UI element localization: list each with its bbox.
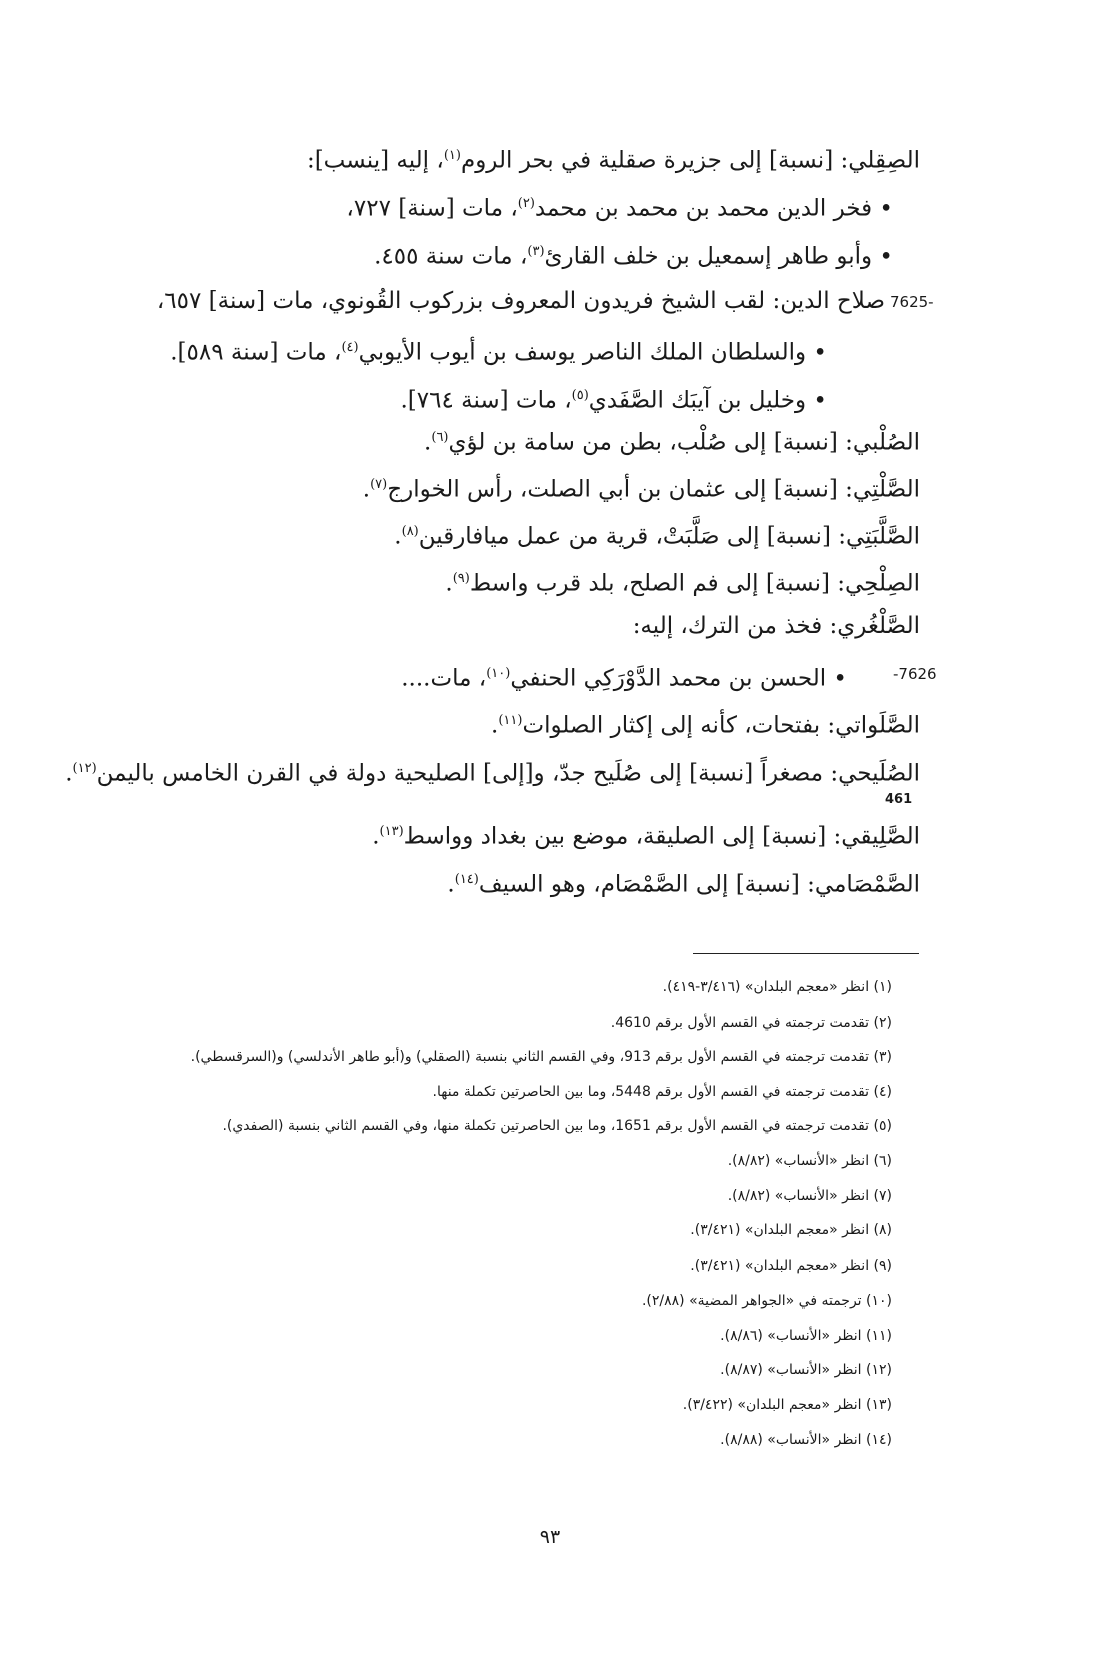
entry-text: الصَّلْتِي: [نسبة] إلى عثمان بن أبي الصلت، رأس الخوارج <box>387 476 920 503</box>
footnote-14: (١٤) انظر «الأنساب» (٨/٨٨). <box>720 1432 892 1448</box>
entry-text: الصِلْحِي: [نسبة] إلى فم الصلح، بلد قرب واسط <box>469 570 920 597</box>
footnote-ref: (٩) <box>452 571 470 586</box>
entry-tail: . <box>447 871 455 898</box>
footnote-ref: (١٣) <box>379 824 404 839</box>
entry-bullet-khalil <box>400 376 827 421</box>
entry-text: وخليل بن آيبَك الصَّفَدي <box>588 387 807 414</box>
footnote-separator <box>693 953 919 954</box>
footnote-ref: (٨) <box>401 524 419 539</box>
entry-sulayhi <box>65 749 920 794</box>
entry-salghuri <box>633 606 920 646</box>
entry-bullet-hasan <box>401 654 847 699</box>
footnote-ref: (٢) <box>517 196 535 211</box>
footnote-6: (٦) انظر «الأنساب» (٨/٨٢). <box>727 1153 892 1169</box>
entry-saliqi <box>372 812 920 857</box>
entry-tail: ، مات [سنة ٧٦٤]. <box>400 387 572 414</box>
footnote-ref: (٦) <box>431 430 449 445</box>
footnote-2: (٢) تقدمت ترجمته في القسم الأول برقم 4610. <box>610 1015 892 1031</box>
entry-tail: . <box>424 429 432 456</box>
page-number: ٩٣ <box>539 1526 561 1548</box>
footnote-ref: (١١) <box>498 713 523 728</box>
entry-text: وأبو طاهر إسمعيل بن خلف القارئ <box>544 243 873 270</box>
entry-tail: ، مات [سنة] ٧٢٧، <box>346 195 518 222</box>
entry-number-7625: 7625- <box>890 293 934 311</box>
entry-bullet-fakhr-aldin <box>346 184 893 229</box>
footnote-ref: (٥) <box>571 388 589 403</box>
entry-tail: . <box>372 823 380 850</box>
entry-text: الصِقِلي: [نسبة] إلى جزيرة صقلية في بحر الروم <box>460 147 920 174</box>
footnote-3: (٣) تقدمت ترجمته في القسم الأول برقم 913، وفي القسم الثاني بنسبة (الصقلي) و(أبو طاهر الأندلسي) و(السرقسطي). <box>190 1049 892 1065</box>
entry-samsami <box>447 860 920 905</box>
footnote-9: (٩) انظر «معجم البلدان» (٣/٤٢١). <box>690 1258 892 1274</box>
entry-tail: . <box>491 712 499 739</box>
footnote-ref: (١٠) <box>486 666 511 681</box>
footnote-ref: (١٢) <box>72 761 97 776</box>
entry-text: الصَّلْغُري: فخذ من الترك، إليه: <box>632 613 920 639</box>
footnote-ref: (٤) <box>341 340 359 355</box>
entry-number-7626: -7626 <box>893 665 937 683</box>
entry-text: الصَّلَّبَتِي: [نسبة] إلى صَلَّبَتْ، قرية من عمل ميافارقين <box>418 523 920 550</box>
entry-text: الصَّمْصَامي: [نسبة] إلى الصَّمْصَام، وهو السيف <box>478 871 920 898</box>
entry-tail: ، مات سنة ٤٥٥. <box>374 243 528 270</box>
entry-text: الصَّلِيقي: [نسبة] إلى الصليقة، موضع بين بغداد وواسط <box>403 823 920 850</box>
entry-tail: ، إليه [ينسب]: <box>306 147 444 174</box>
entry-tail: . <box>65 760 73 787</box>
entry-salawati <box>491 701 920 746</box>
entry-bullet-abu-tahir <box>374 232 893 277</box>
entry-sallabati <box>394 512 920 557</box>
footnote-ref: (١٤) <box>454 872 479 887</box>
footnote-13: (١٣) انظر «معجم البلدان» (٣/٤٢٢). <box>682 1397 892 1413</box>
entry-silhi <box>445 559 920 604</box>
footnote-11: (١١) انظر «الأنساب» (٨/٨٦). <box>720 1328 892 1344</box>
entry-tail: . <box>445 570 453 597</box>
footnote-1: (١) انظر «معجم البلدان» (٣/٤١٦-٤١٩). <box>662 979 892 995</box>
footnote-ref: (٣) <box>527 244 545 259</box>
entry-salah-aldin <box>157 281 885 321</box>
entry-text: الحسن بن محمد الدَّوْرَكِي الحنفي <box>510 665 827 692</box>
footnote-ref: (١) <box>443 148 461 163</box>
entry-siqilli <box>307 136 920 181</box>
entry-bullet-sultan <box>170 328 827 373</box>
entry-text: صلاح الدين: لقب الشيخ فريدون المعروف بزركوب القُونوي، مات [سنة] ٦٥٧، <box>156 288 885 314</box>
page-marker: 461 <box>885 792 913 807</box>
entry-tail: . <box>362 476 371 503</box>
footnote-7: (٧) انظر «الأنساب» (٨/٨٢). <box>727 1188 892 1204</box>
entry-text: الصُلْبي: [نسبة] إلى صُلْب، بطن من سامة بن لؤي <box>448 429 920 456</box>
entry-tail: ، مات.... <box>401 665 487 692</box>
footnote-4: (٤) تقدمت ترجمته في القسم الأول برقم 5448، وما بين الحاصرتين تكملة منها. <box>432 1084 892 1100</box>
entry-text: الصَّلَواتي: بفتحات، كأنه إلى إكثار الصلوات <box>522 712 920 739</box>
footnote-5: (٥) تقدمت ترجمته في القسم الأول برقم 1651، وما بين الحاصرتين تكملة منها، وفي القسم الثاني بنسبة (الصفدي). <box>222 1118 892 1134</box>
entry-text: الصُلَيحي: مصغراً [نسبة] إلى صُلَيح جدّ، و[إلى] الصليحية دولة في القرن الخامس باليمن <box>96 760 920 787</box>
footnote-12: (١٢) انظر «الأنساب» (٨/٨٧). <box>720 1362 892 1378</box>
footnote-ref: (٧) <box>370 477 388 492</box>
entry-text: والسلطان الملك الناصر يوسف بن أيوب الأيوبي <box>358 339 807 366</box>
footnote-8: (٨) انظر «معجم البلدان» (٣/٤٢١). <box>690 1222 892 1238</box>
entry-tail: . <box>394 523 402 550</box>
entry-text: فخر الدين محمد بن محمد بن محمد <box>534 195 873 222</box>
entry-salti <box>363 465 920 510</box>
entry-tail: ، مات [سنة ٥٨٩]. <box>170 339 342 366</box>
footnote-10: (١٠) ترجمته في «الجواهر المضية» (٢/٨٨). <box>641 1293 892 1309</box>
entry-sulbi <box>424 418 920 463</box>
